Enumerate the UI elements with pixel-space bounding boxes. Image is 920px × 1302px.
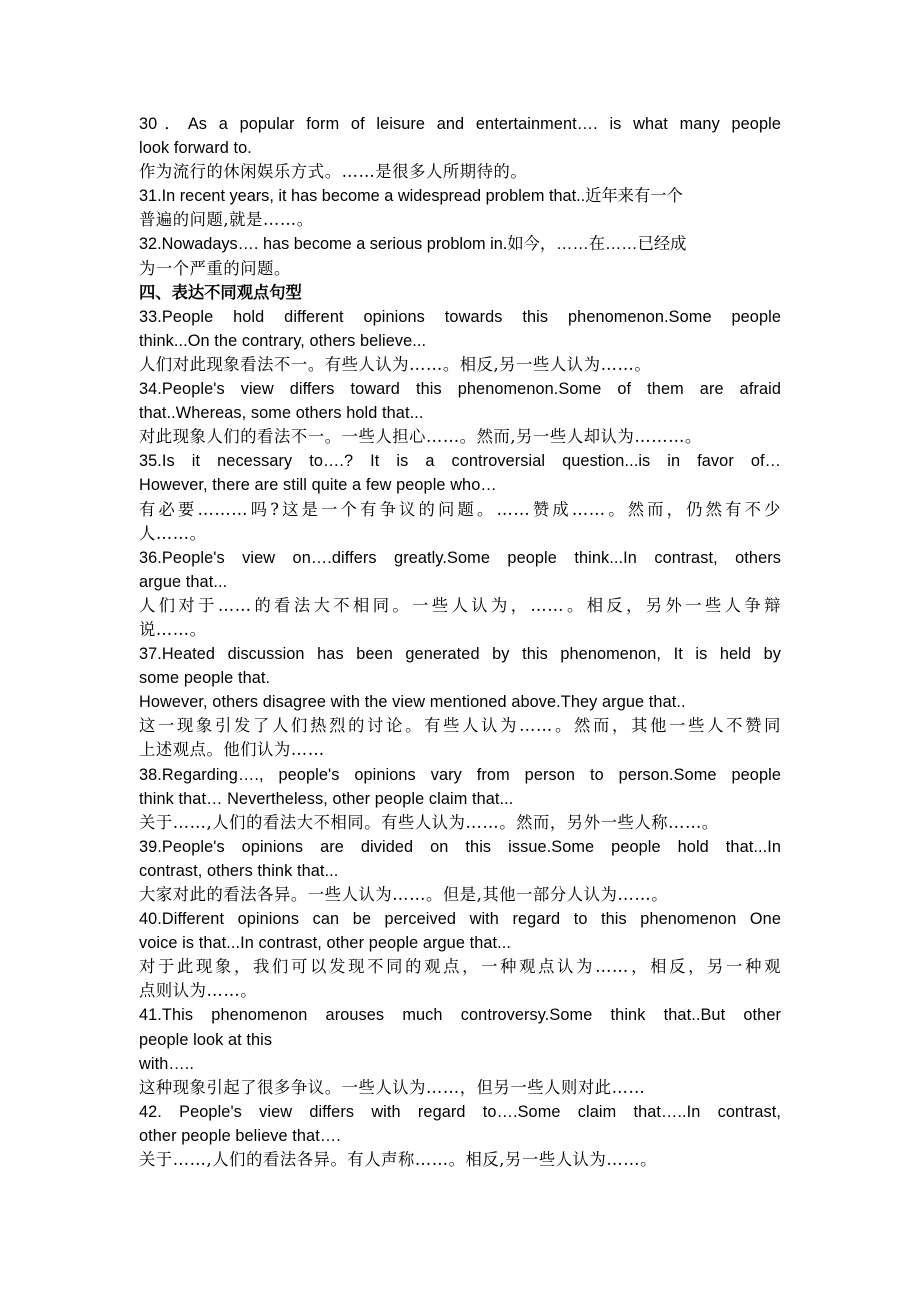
text-line: 35.Is it necessary to….? It is a controversial question...is in favor of…	[139, 452, 781, 471]
text-line: think that… Nevertheless, other people claim that...	[139, 789, 514, 808]
text-line: 上述观点。他们认为……	[139, 740, 325, 760]
text-line: contrast, others think that...	[139, 861, 339, 880]
text-line: 34.People's view differs toward this phenomenon.Some of them are afraid	[139, 380, 781, 399]
text-line: 32.Nowadays…. has become a serious problom in.如今，……在……已经成	[139, 235, 687, 254]
text-line: 普遍的问题,就是……。	[139, 210, 314, 230]
text-line: 有必要………吗?这是一个有争议的问题。……赞成……。然而，仍然有不少	[139, 499, 781, 519]
text-line: 33.People hold different opinions towards this phenomenon.Some people	[139, 307, 781, 326]
text-line: However, there are still quite a few people who…	[139, 476, 497, 495]
text-line: 人们对于……的看法大不相同。一些人认为，……。相反，另外一些人争辩	[139, 595, 781, 615]
text-line: 为一个严重的问题。	[139, 258, 291, 278]
text-line: argue that...	[139, 572, 228, 591]
text-line: 39.People's opinions are divided on this issue.Some people hold that...In	[139, 837, 781, 856]
text-line: 这种现象引起了很多争议。一些人认为……，但另一些人则对此……	[139, 1077, 646, 1097]
text-line: 人们对此现象看法不一。有些人认为……。相反,另一些人认为……。	[139, 354, 652, 374]
text-line: 点则认为……。	[139, 981, 258, 1001]
text-line: think...On the contrary, others believe...	[139, 331, 427, 350]
text-line: 关于……,人们的看法大不相同。有些人认为……。然而，另外一些人称……。	[139, 812, 719, 832]
text-line: people look at this	[139, 1030, 273, 1049]
text-line: 31.In recent years, it has become a widespread problem that..近年来有一个	[139, 187, 683, 206]
text-line: 对于此现象，我们可以发现不同的观点，一种观点认为……，相反，另一种观	[139, 957, 781, 977]
text-line: 40.Different opinions can be perceived with regard to this phenomenon One	[139, 910, 781, 929]
text-line: 说……。	[139, 619, 207, 639]
text-line: 这一现象引发了人们热烈的讨论。有些人认为……。然而，其他一些人不赞同	[139, 716, 781, 736]
text-line: look forward to.	[139, 139, 252, 158]
text-line: 大家对此的看法各异。一些人认为……。但是,其他一部分人认为……。	[139, 885, 669, 904]
document-page	[139, 112, 781, 1172]
text-line: 38.Regarding…., people's opinions vary from person to person.Some people	[139, 765, 781, 784]
text-line: some people that.	[139, 669, 271, 688]
text-line: 37.Heated discussion has been generated by this phenomenon, It is held by	[139, 645, 781, 664]
text-line: 人……。	[139, 523, 207, 543]
section-heading: 四、表达不同观点句型	[139, 282, 302, 302]
text-line: with…..	[139, 1054, 194, 1073]
text-line: 关于……,人们的看法各异。有人声称……。相反,另一些人认为……。	[139, 1150, 657, 1170]
text-line: However, others disagree with the view mentioned above.They argue that..	[139, 693, 686, 712]
text-line: 30．As a popular form of leisure and entertainment…. is what many people	[139, 115, 781, 133]
text-line: that..Whereas, some others hold that...	[139, 404, 424, 423]
text-line: 42. People's view differs with regard to….Some claim that…..In contrast,	[139, 1102, 781, 1121]
text-line: 41.This phenomenon arouses much controversy.Some think that..But other	[139, 1006, 781, 1025]
text-line: 对此现象人们的看法不一。一些人担心……。然而,另一些人却认为………。	[139, 427, 702, 447]
text-line: other people believe that….	[139, 1126, 341, 1145]
text-line: 作为流行的休闲娱乐方式。……是很多人所期待的。	[139, 162, 528, 182]
text-line: voice is that...In contrast, other people argue that...	[139, 934, 512, 953]
text-line: 36.People's view on….differs greatly.Some people think...In contrast, others	[139, 548, 781, 567]
